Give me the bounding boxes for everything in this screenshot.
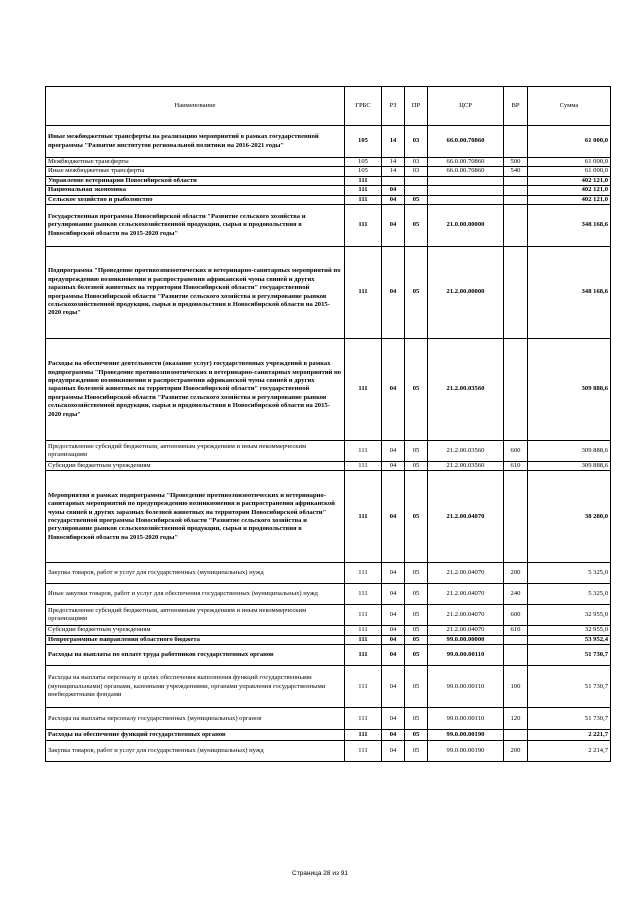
row-pr: 05 [405, 563, 428, 584]
row-csr: 21.2.00.03560 [428, 339, 504, 441]
row-grbs: 111 [345, 635, 382, 644]
row-vr: 610 [504, 626, 528, 635]
row-sum: 309 888,6 [528, 441, 611, 462]
row-name: Расходы на выплаты по оплате труда работников государственных органов [46, 645, 345, 666]
row-vr [504, 126, 528, 158]
header-csr: ЦСР [428, 87, 504, 126]
row-grbs: 111 [345, 584, 382, 605]
row-rz: 14 [382, 126, 405, 158]
row-csr: 21.2.00.03560 [428, 462, 504, 471]
row-pr: 05 [405, 441, 428, 462]
header-vr: ВР [504, 87, 528, 126]
row-grbs: 111 [345, 176, 382, 185]
row-grbs: 111 [345, 186, 382, 195]
header-rz: РЗ [382, 87, 405, 126]
row-pr: 03 [405, 158, 428, 167]
row-pr: 05 [405, 195, 428, 204]
row-rz: 04 [382, 708, 405, 730]
row-sum: 32 955,0 [528, 626, 611, 635]
row-sum: 38 280,0 [528, 471, 611, 563]
table-row [46, 158, 611, 167]
row-csr [428, 186, 504, 195]
row-rz: 04 [382, 462, 405, 471]
row-sum: 5 325,0 [528, 584, 611, 605]
row-name: Расходы на выплаты персоналу государственных (муниципальных) органов [46, 708, 345, 730]
row-csr: 21.0.00.00000 [428, 205, 504, 247]
row-vr [504, 730, 528, 741]
table-row [46, 471, 611, 563]
row-name: Иные межбюджетные трансферты на реализацию мероприятий в рамках государственной программы "Развитие институтов региональной политики на 2016-2021 годы" [46, 126, 345, 158]
row-vr: 600 [504, 441, 528, 462]
row-pr: 05 [405, 626, 428, 635]
row-rz: 14 [382, 167, 405, 176]
row-grbs: 111 [345, 605, 382, 626]
table-row [46, 584, 611, 605]
page-number: Страница 28 из 91 [292, 870, 348, 877]
row-rz: 04 [382, 741, 405, 762]
table-row [46, 563, 611, 584]
row-rz: 04 [382, 195, 405, 204]
table-row [46, 462, 611, 471]
row-grbs: 111 [345, 708, 382, 730]
header-sum: Сумма [528, 87, 611, 126]
row-vr: 240 [504, 584, 528, 605]
row-grbs: 105 [345, 158, 382, 167]
row-sum: 61 000,0 [528, 158, 611, 167]
row-csr: 21.2.00.04070 [428, 563, 504, 584]
row-name: Закупка товаров, работ и услуг для государственных (муниципальных) нужд [46, 741, 345, 762]
row-rz: 04 [382, 471, 405, 563]
table-row [46, 708, 611, 730]
row-sum: 402 121,0 [528, 176, 611, 185]
row-sum: 2 214,7 [528, 741, 611, 762]
row-csr: 21.2.00.00000 [428, 247, 504, 339]
row-vr: 540 [504, 167, 528, 176]
row-grbs: 111 [345, 741, 382, 762]
row-vr [504, 186, 528, 195]
row-grbs: 111 [345, 462, 382, 471]
row-rz: 04 [382, 666, 405, 708]
row-vr [504, 205, 528, 247]
row-rz: 04 [382, 605, 405, 626]
row-name: Иные межбюджетные трансферты [46, 167, 345, 176]
row-csr [428, 195, 504, 204]
row-csr: 99.0.00.00110 [428, 708, 504, 730]
row-csr: 66.0.00.70860 [428, 126, 504, 158]
row-name: Расходы на обеспечение функций государственных органов [46, 730, 345, 741]
row-name: Межбюджетные трансферты [46, 158, 345, 167]
row-rz: 04 [382, 247, 405, 339]
row-csr: 21.2.00.04070 [428, 584, 504, 605]
row-vr [504, 247, 528, 339]
row-pr: 05 [405, 708, 428, 730]
row-rz: 04 [382, 205, 405, 247]
row-rz: 04 [382, 563, 405, 584]
table-row [46, 247, 611, 339]
row-rz: 04 [382, 339, 405, 441]
row-name: Иные закупки товаров, работ и услуг для обеспечения государственных (муниципальных) нужд [46, 584, 345, 605]
row-sum: 309 888,6 [528, 462, 611, 471]
row-rz: 04 [382, 730, 405, 741]
row-pr: 05 [405, 462, 428, 471]
table-row [46, 730, 611, 741]
row-sum: 2 221,7 [528, 730, 611, 741]
table-row [46, 186, 611, 195]
row-grbs: 111 [345, 205, 382, 247]
row-vr: 200 [504, 741, 528, 762]
row-pr: 05 [405, 247, 428, 339]
row-sum: 53 952,4 [528, 635, 611, 644]
row-grbs: 111 [345, 441, 382, 462]
row-vr: 120 [504, 708, 528, 730]
budget-table [45, 86, 611, 762]
row-sum: 402 121,0 [528, 186, 611, 195]
row-name: Субсидии бюджетным учреждениям [46, 462, 345, 471]
row-csr: 99.0.00.00190 [428, 741, 504, 762]
row-rz: 04 [382, 635, 405, 644]
row-name: Национальная экономика [46, 186, 345, 195]
header-pr: ПР [405, 87, 428, 126]
row-pr: 05 [405, 635, 428, 644]
row-pr: 05 [405, 605, 428, 626]
row-rz: 14 [382, 158, 405, 167]
row-vr: 610 [504, 462, 528, 471]
row-vr [504, 635, 528, 644]
row-csr: 99.0.00.00110 [428, 645, 504, 666]
row-csr: 21.2.00.04070 [428, 471, 504, 563]
row-pr: 05 [405, 645, 428, 666]
table-row [46, 635, 611, 644]
row-sum: 51 730,7 [528, 708, 611, 730]
row-rz [382, 176, 405, 185]
row-pr: 05 [405, 741, 428, 762]
row-sum: 32 955,0 [528, 605, 611, 626]
row-vr [504, 645, 528, 666]
row-pr: 05 [405, 730, 428, 741]
row-name: Расходы на обеспечение деятельности (оказание услуг) государственных учреждений в рамках подпрограммы "Проведение противоэпизоотических и ветеринарно-санитарных мероприятий по предупреждению возникновения и распространения африканской чумы свиней и других заразных болезней животных на территории Новосибирской области" государственной программы Новосибирской области "Развитие сельского хозяйства и регулирование рынков сельскохозяйственной продукции, сырья и продовольствия в Новосибирской области на 2015-2020 годы" [46, 339, 345, 441]
row-grbs: 111 [345, 730, 382, 741]
row-vr [504, 195, 528, 204]
row-name: Субсидии бюджетным учреждениям [46, 626, 345, 635]
row-vr: 100 [504, 666, 528, 708]
row-pr: 03 [405, 126, 428, 158]
row-sum: 5 325,0 [528, 563, 611, 584]
row-csr: 99.0.00.00000 [428, 635, 504, 644]
row-name: Предоставление субсидий бюджетным, автономным учреждениям и иным некоммерческим организациям [46, 441, 345, 462]
row-sum: 51 730,7 [528, 666, 611, 708]
row-name: Подпрограмма "Проведение противоэпизоотических и ветеринарно-санитарных мероприятий по предупреждению возникновения и распространения африканской чумы свиней и других заразных болезней животных на территории Новосибирской области" государственной программы Новосибирской области "Развитие сельского хозяйства и регулирование рынков сельскохозяйственной продукции, сырья и продовольствия в Новосибирской области на 2015-2020 годы" [46, 247, 345, 339]
row-vr [504, 339, 528, 441]
row-rz: 04 [382, 441, 405, 462]
row-name: Закупка товаров, работ и услуг для государственных (муниципальных) нужд [46, 563, 345, 584]
row-sum: 402 121,0 [528, 195, 611, 204]
row-pr: 05 [405, 584, 428, 605]
table-row [46, 176, 611, 185]
table-row [46, 205, 611, 247]
row-csr: 21.2.00.04070 [428, 605, 504, 626]
header-name: Наименование [46, 87, 345, 126]
row-grbs: 111 [345, 563, 382, 584]
row-grbs: 105 [345, 126, 382, 158]
row-vr: 600 [504, 605, 528, 626]
row-grbs: 111 [345, 666, 382, 708]
row-rz: 04 [382, 626, 405, 635]
table-row [46, 339, 611, 441]
row-pr: 05 [405, 471, 428, 563]
table-row [46, 441, 611, 462]
row-sum: 61 000,0 [528, 167, 611, 176]
table-row [46, 605, 611, 626]
table-row [46, 741, 611, 762]
row-grbs: 111 [345, 339, 382, 441]
table-row [46, 666, 611, 708]
row-pr [405, 176, 428, 185]
row-grbs: 111 [345, 626, 382, 635]
row-rz: 04 [382, 645, 405, 666]
row-csr [428, 176, 504, 185]
row-csr: 66.0.00.70860 [428, 158, 504, 167]
row-pr: 05 [405, 666, 428, 708]
row-name: Непрограммные направления областного бюджета [46, 635, 345, 644]
row-grbs: 111 [345, 645, 382, 666]
table-row [46, 195, 611, 204]
table-row [46, 126, 611, 158]
row-name: Сельское хозяйство и рыболовство [46, 195, 345, 204]
row-rz: 04 [382, 186, 405, 195]
row-sum: 51 730,7 [528, 645, 611, 666]
row-sum: 309 888,6 [528, 339, 611, 441]
table-row [46, 167, 611, 176]
row-csr: 99.0.00.00190 [428, 730, 504, 741]
row-pr: 05 [405, 339, 428, 441]
row-grbs: 111 [345, 471, 382, 563]
row-name: Государственная программа Новосибирской области "Развитие сельского хозяйства и регулирование рынков сельскохозяйственной продукции, сырья и продовольствия в Новосибирской области на 2015-2020 годы" [46, 205, 345, 247]
row-grbs: 105 [345, 167, 382, 176]
row-name: Предоставление субсидий бюджетным, автономным учреждениям и иным некоммерческим организациям [46, 605, 345, 626]
row-csr: 21.2.00.04070 [428, 626, 504, 635]
row-vr: 200 [504, 563, 528, 584]
row-csr: 66.0.00.70860 [428, 167, 504, 176]
row-rz: 04 [382, 584, 405, 605]
row-name: Управление ветеринарии Новосибирской области [46, 176, 345, 185]
row-name: Мероприятия в рамках подпрограммы "Проведение противоэпизоотических и ветеринарно-санитарных мероприятий по предупреждению возникновения и распространения африканской чумы свиней и других заразных болезней животных на территории Новосибирской области" государственной программы Новосибирской области "Развитие сельского хозяйства и регулирование рынков сельскохозяйственной продукции, сырья и продовольствия в Новосибирской области на 2015-2020 годы" [46, 471, 345, 563]
row-vr [504, 471, 528, 563]
row-sum: 348 168,6 [528, 205, 611, 247]
row-sum: 61 000,0 [528, 126, 611, 158]
row-name: Расходы на выплаты персоналу в целях обеспечения выполнения функций государственными (муниципальными) органами, казенными учреждениями, органами управления государственными внебюджетными фондами [46, 666, 345, 708]
row-sum: 348 168,6 [528, 247, 611, 339]
row-vr: 500 [504, 158, 528, 167]
row-grbs: 111 [345, 247, 382, 339]
row-vr [504, 176, 528, 185]
row-pr: 05 [405, 205, 428, 247]
table-row [46, 645, 611, 666]
table-header-row [46, 87, 611, 126]
row-grbs: 111 [345, 195, 382, 204]
row-pr [405, 186, 428, 195]
header-grbs: ГРБС [345, 87, 382, 126]
row-pr: 03 [405, 167, 428, 176]
row-csr: 99.0.00.00110 [428, 666, 504, 708]
table-row [46, 626, 611, 635]
row-csr: 21.2.00.03560 [428, 441, 504, 462]
